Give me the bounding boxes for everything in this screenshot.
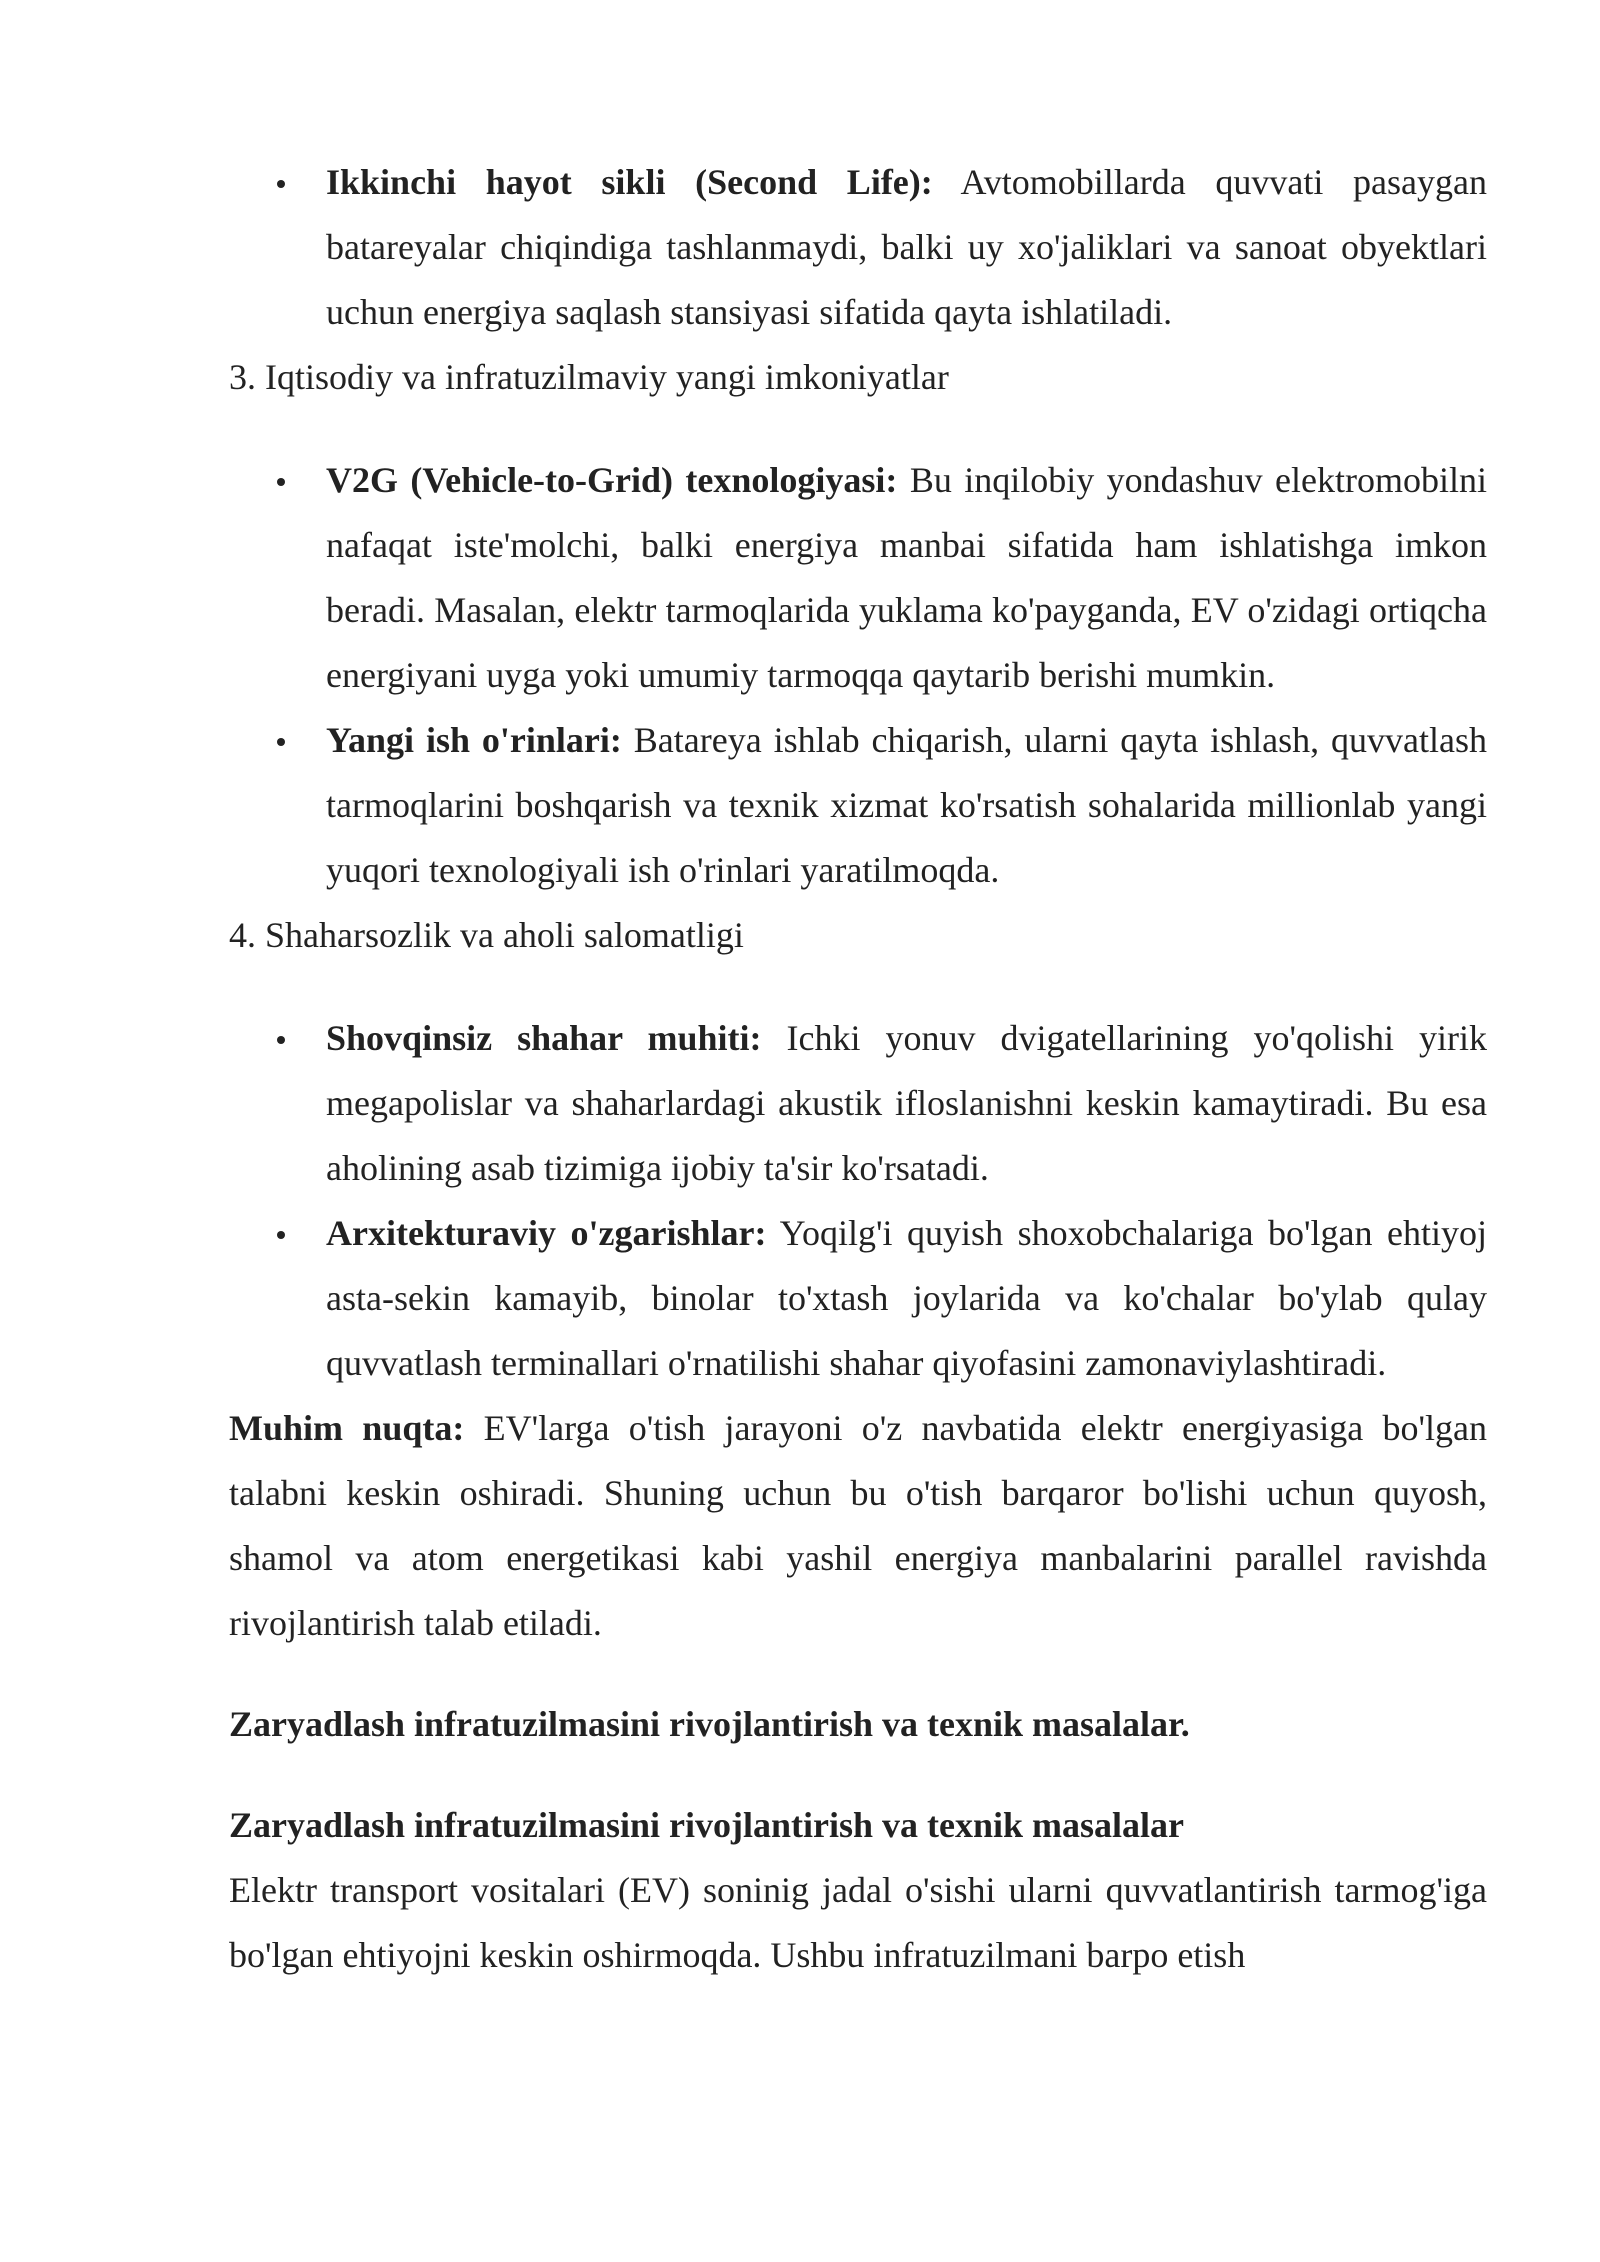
note-text: EV'larga o'tish jarayoni o'z navbatida elektr energiyasiga bo'lgan talabni keskin oshiradi. Shuning uchun bu o'tish barqaror bo'lishi uchun quyosh, shamol va atom energetikasi kabi yashil energiya manbalarini parallel ravishda rivojlantirish talab etiladi. [229,1408,1487,1643]
spacer [229,1757,1487,1793]
list-item-text: Ichki yonuv dvigatellarining yo'qolishi yirik megapolislar va shaharlardagi akustik ifloslanishni keskin kamaytiradi. Bu esa aholining asab tizimiga ijobiy ta'sir ko'rsatadi. [326,1018,1487,1188]
bullet-list-second-life [229,150,1487,345]
bullet-list-section-3 [229,448,1487,903]
bullet-icon [277,180,285,188]
bullet-icon [277,1036,285,1044]
bullet-icon [277,738,285,746]
list-item-text: Bu inqilobiy yondashuv elektromobilni nafaqat iste'molchi, balki energiya manbai sifatida ham ishlatishga imkon beradi. Masalan, elektr tarmoqlarida yuklama ko'payganda, EV o'zidagi ortiqcha energiyani uyga yoki umumiy tarmoqqa qaytarib berishi mumkin. [326,460,1487,695]
list-item [229,708,1487,903]
document-content [229,150,1487,1988]
spacer [229,1656,1487,1692]
list-item-term: V2G (Vehicle-to-Grid) texnologiyasi: [326,460,898,500]
bullet-icon [277,1231,285,1239]
intro-paragraph: Elektr transport vositalari (EV) soninig jadal o'sishi ularni quvvatlantirish tarmog'iga bo'lgan ehtiyojni keskin oshirmoqda. Ushbu infratuzilmani barpo etish [229,1870,1487,1975]
note-term: Muhim nuqta: [229,1408,465,1448]
list-item [229,448,1487,708]
bullet-list-section-4 [229,1006,1487,1396]
section-heading-2: Zaryadlash infratuzilmasini rivojlantirish va texnik masalalar [229,1805,1185,1845]
list-item-term: Shovqinsiz shahar muhiti: [326,1018,762,1058]
bullet-icon [277,478,285,486]
list-item-text: Avtomobillarda quvvati pasaygan batareyalar chiqindiga tashlanmaydi, balki uy xo'jaliklari va sanoat obyektlari uchun energiya saqlash stansiyasi sifatida qayta ishlatiladi. [326,162,1487,332]
list-item-term: Arxitekturaviy o'zgarishlar: [326,1213,767,1253]
section-title-3: 3. Iqtisodiy va infratuzilmaviy yangi imkoniyatlar [229,357,949,397]
list-item-text: Batareya ishlab chiqarish, ularni qayta ishlash, quvvatlash tarmoqlarini boshqarish va texnik xizmat ko'rsatish sohalarida millionlab yangi yuqori texnologiyali ish o'rinlari yaratilmoqda. [326,720,1487,890]
list-item [229,150,1487,345]
list-item [229,1006,1487,1201]
section-title-4: 4. Shaharsozlik va aholi salomatligi [229,915,744,955]
list-item-text: Yoqilg'i quyish shoxobchalariga bo'lgan ehtiyoj asta-sekin kamayib, binolar to'xtash joylarida va ko'chalar bo'ylab qulay quvvatlash terminallari o'rnatilishi shahar qiyofasini zamonaviylashtiradi. [326,1213,1487,1383]
list-item-term: Ikkinchi hayot sikli (Second Life): [326,162,933,202]
section-heading-1: Zaryadlash infratuzilmasini rivojlantirish va texnik masalalar. [229,1704,1190,1744]
list-item [229,1201,1487,1396]
list-item-term: Yangi ish o'rinlari: [326,720,622,760]
important-note-paragraph [229,1396,1487,1656]
spacer [229,968,1487,1006]
spacer [229,410,1487,448]
